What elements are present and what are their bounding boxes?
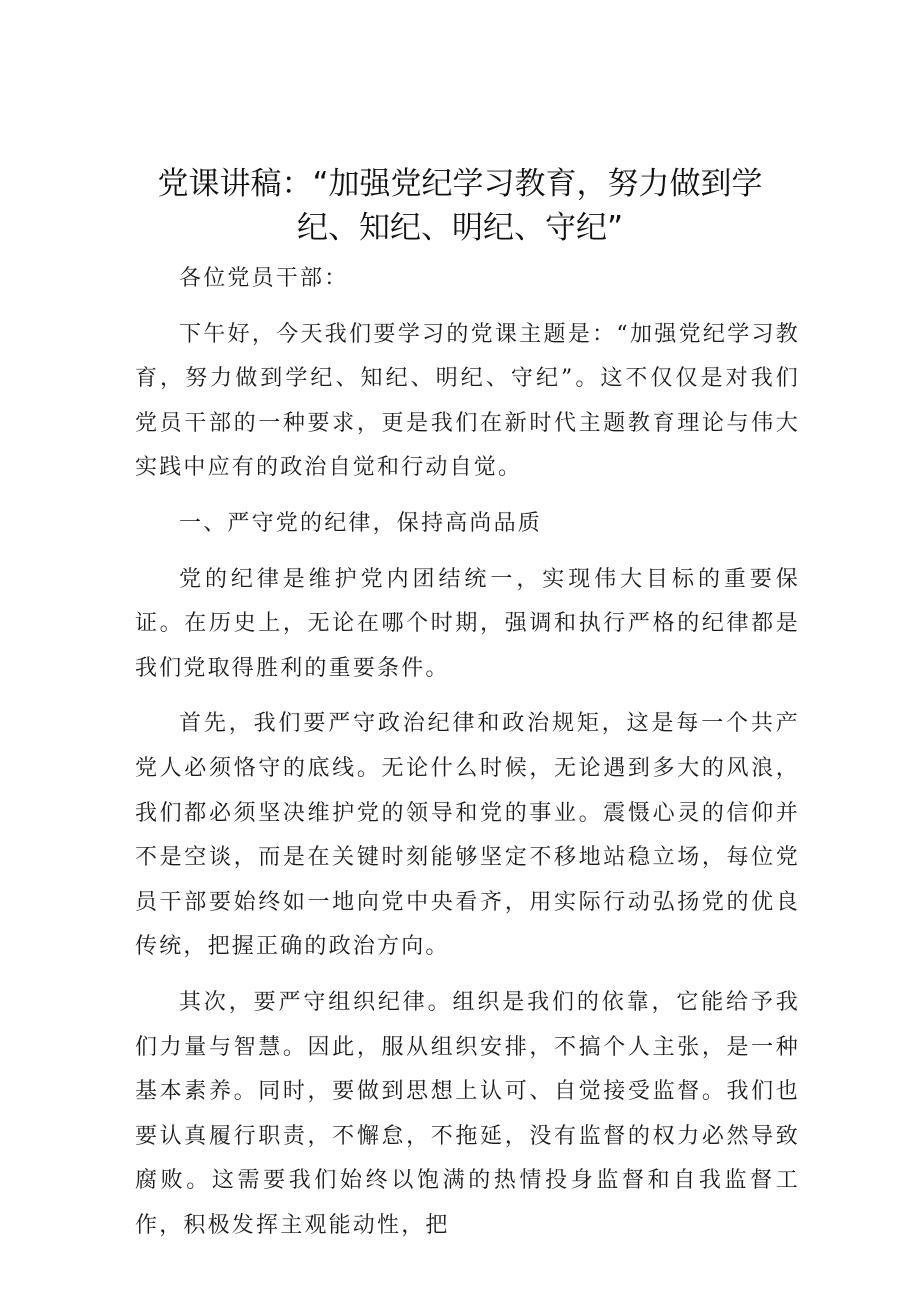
paragraph-first: 首先，我们要严守政治纪律和政治规矩，这是每一个共产党人必须恪守的底线。无论什么时候，无论遇到多大的风浪，我们都必须坚决维护党的领导和党的事业。震慑心灵的信仰并不是空谈，而是在关键时刻能够坚定不移地站稳立场，每位党员干部要始终如一地向党中央看齐，用实际行动弘扬党的优良传统，把握正确的政治方向。 xyxy=(135,711,800,960)
paragraph-second: 其次，要严守组织纪律。组织是我们的依靠，它能给予我们力量与智慧。因此，服从组织安排，不搞个人主张，是一种基本素养。同时，要做到思想上认可、自觉接受监督。我们也要认真履行职责，不懈怠，不拖延，没有监督的权力必然导致腐败。这需要我们始终以饱满的热情投身监督和自我监督工作，积极发挥主观能动性，把 xyxy=(135,989,800,1238)
document-body xyxy=(135,257,800,1248)
section-heading-1: 一、严守党的纪律，保持高尚品质 xyxy=(179,510,543,536)
title-line-2: 纪、知纪、明纪、守纪” xyxy=(296,210,624,246)
paragraph-discipline: 党的纪律是维护党内团结统一，实现伟大目标的重要保证。在历史上，无论在哪个时期，强调和执行严格的纪律都是我们党取得胜利的重要条件。 xyxy=(135,566,800,681)
salutation: 各位党员干部： xyxy=(179,266,349,291)
document-title xyxy=(120,162,800,250)
title-line-1: 党课讲稿：“加强党纪学习教育，努力做到学 xyxy=(157,166,763,202)
paragraph-intro: 下午好，今天我们要学习的党课主题是：“加强党纪学习教育，努力做到学纪、知纪、明纪、守纪”。这不仅仅是对我们党员干部的一种要求，更是我们在新时代主题教育理论与伟大实践中应有的政治自觉和行动自觉。 xyxy=(135,321,800,481)
